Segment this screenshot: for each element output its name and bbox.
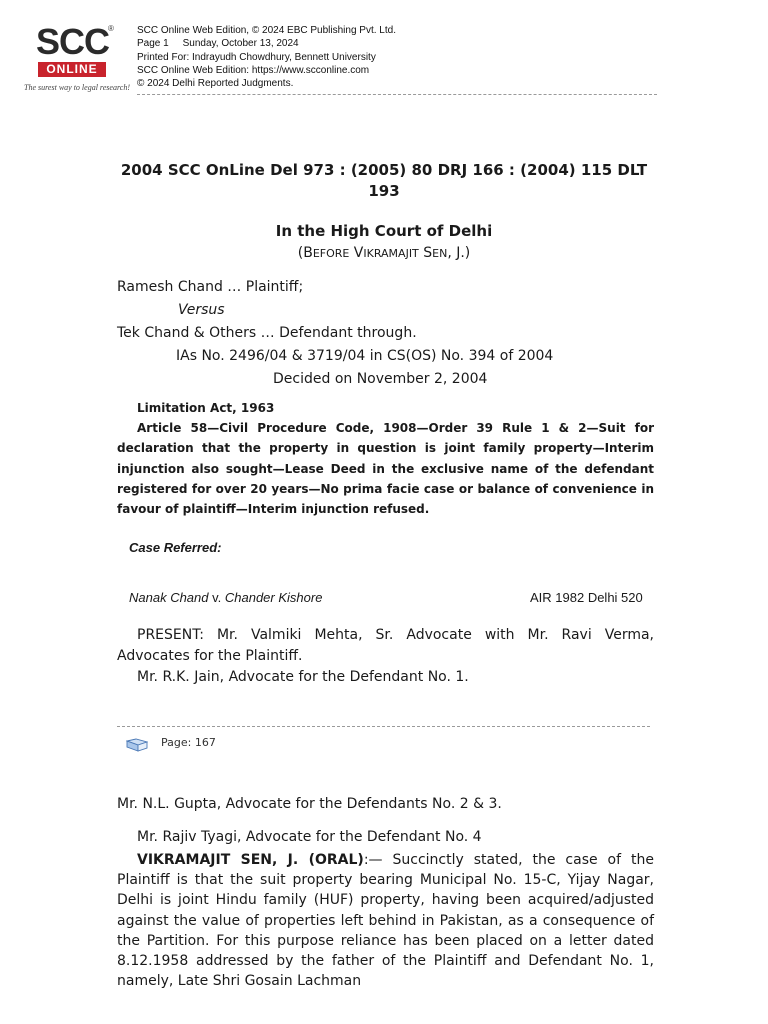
bench-sc3: EN: [432, 247, 448, 260]
bench-s: S: [418, 245, 433, 261]
bench-sc1: EFORE: [312, 247, 350, 260]
header-page-date: [137, 37, 667, 50]
court-name: In the High Court of Delhi: [275, 222, 493, 240]
present-counsel: [117, 625, 654, 688]
plaintiff: Ramesh Chand … Plaintiff;: [117, 279, 304, 295]
header-printed-for: Printed For: Indrayudh Chowdhury, Bennett University: [137, 51, 376, 63]
logo-brand: SCC: [36, 21, 110, 62]
versus: Versus: [178, 302, 225, 318]
header-date: Sunday, October 13, 2024: [182, 38, 299, 50]
bench-open: (B: [297, 245, 313, 261]
decided-date: Decided on November 2, 2004: [273, 371, 488, 387]
header-copyright: © 2024 Delhi Reported Judgments.: [137, 78, 294, 90]
counsel-defendants-2-3: Mr. N.L. Gupta, Advocate for the Defendants No. 2 & 3.: [117, 796, 502, 812]
judge-lead: VIKRAMAJIT SEN, J. (ORAL): [137, 852, 364, 868]
bench-v: V: [349, 245, 364, 261]
defendant: Tek Chand & Others … Defendant through.: [117, 325, 417, 341]
book-icon: [126, 737, 148, 751]
referred-party1: Nanak Chand: [129, 590, 209, 605]
referred-party2: Chander Kishore: [224, 590, 323, 605]
page-number-label: Page: 167: [161, 736, 216, 749]
judgment-paragraph: [117, 850, 654, 991]
header-web-edition: SCC Online Web Edition: https://www.scconline.com: [137, 64, 370, 76]
headnote-act: Limitation Act, 1963: [137, 401, 275, 415]
header-page: Page 1: [137, 38, 169, 50]
cases-referred-heading: Case Referred:: [129, 540, 222, 555]
referred-versus: v.: [208, 590, 225, 605]
referred-case-name: [129, 590, 322, 605]
present-line2: Mr. R.K. Jain, Advocate for the Defendant No. 1.: [137, 669, 469, 685]
bench-sc2: IKRAMAJIT: [363, 247, 419, 260]
headnote-text: Article 58—Civil Procedure Code, 1908—Order 39 Rule 1 & 2—Suit for declaration that the property in question is joint family property—Interim injunction also sought—Lease Deed in the exclusive name of the defendant registered for over 20 years—No prima facie case or balance of convenience in favour of plaintiff—Interim injunction refused.: [117, 421, 654, 517]
case-citation: 2004 SCC OnLine Del 973 : (2005) 80 DRJ 166 : (2004) 115 DLT 193: [120, 161, 648, 200]
judgment-text: :— Succinctly stated, the case of the Plaintiff is that the suit property bearing Municipal No. 15-C, Yijay Nagar, Delhi is joint Hindu family (HUF) property, having been acquired/adjusted against the value of properties left behind in Pakistan, as a consequence of the Partition. For this purpose reliance has been placed on a letter dated 8.12.1958 addressed by the father of the Plaintiff and Defendant No. 1, namely, Late Shri Gosain Lachman: [117, 852, 654, 990]
page-divider: [117, 726, 650, 727]
print-header: [137, 24, 667, 90]
referred-case-citation: AIR 1982 Delhi 520: [530, 590, 643, 605]
logo-registered-mark: ®: [108, 24, 114, 33]
counsel-defendant-4: Mr. Rajiv Tyagi, Advocate for the Defendant No. 4: [137, 829, 482, 845]
judgment-body: [117, 850, 654, 991]
logo-tagline: The surest way to legal research!: [24, 83, 130, 92]
headnote: [117, 398, 654, 519]
header-edition: SCC Online Web Edition, © 2024 EBC Publishing Pvt. Ltd.: [137, 25, 396, 36]
present-line1: PRESENT: Mr. Valmiki Mehta, Sr. Advocate with Mr. Ravi Verma, Advocates for the Plaintiff.: [117, 627, 654, 664]
header-divider: [137, 94, 657, 95]
bench-close: , J.): [447, 245, 471, 261]
logo-online-badge: ONLINE: [38, 62, 106, 77]
case-numbers: IAs No. 2496/04 & 3719/04 in CS(OS) No. 394 of 2004: [176, 348, 554, 364]
bench: [0, 245, 768, 261]
scc-online-logo: [24, 22, 129, 98]
